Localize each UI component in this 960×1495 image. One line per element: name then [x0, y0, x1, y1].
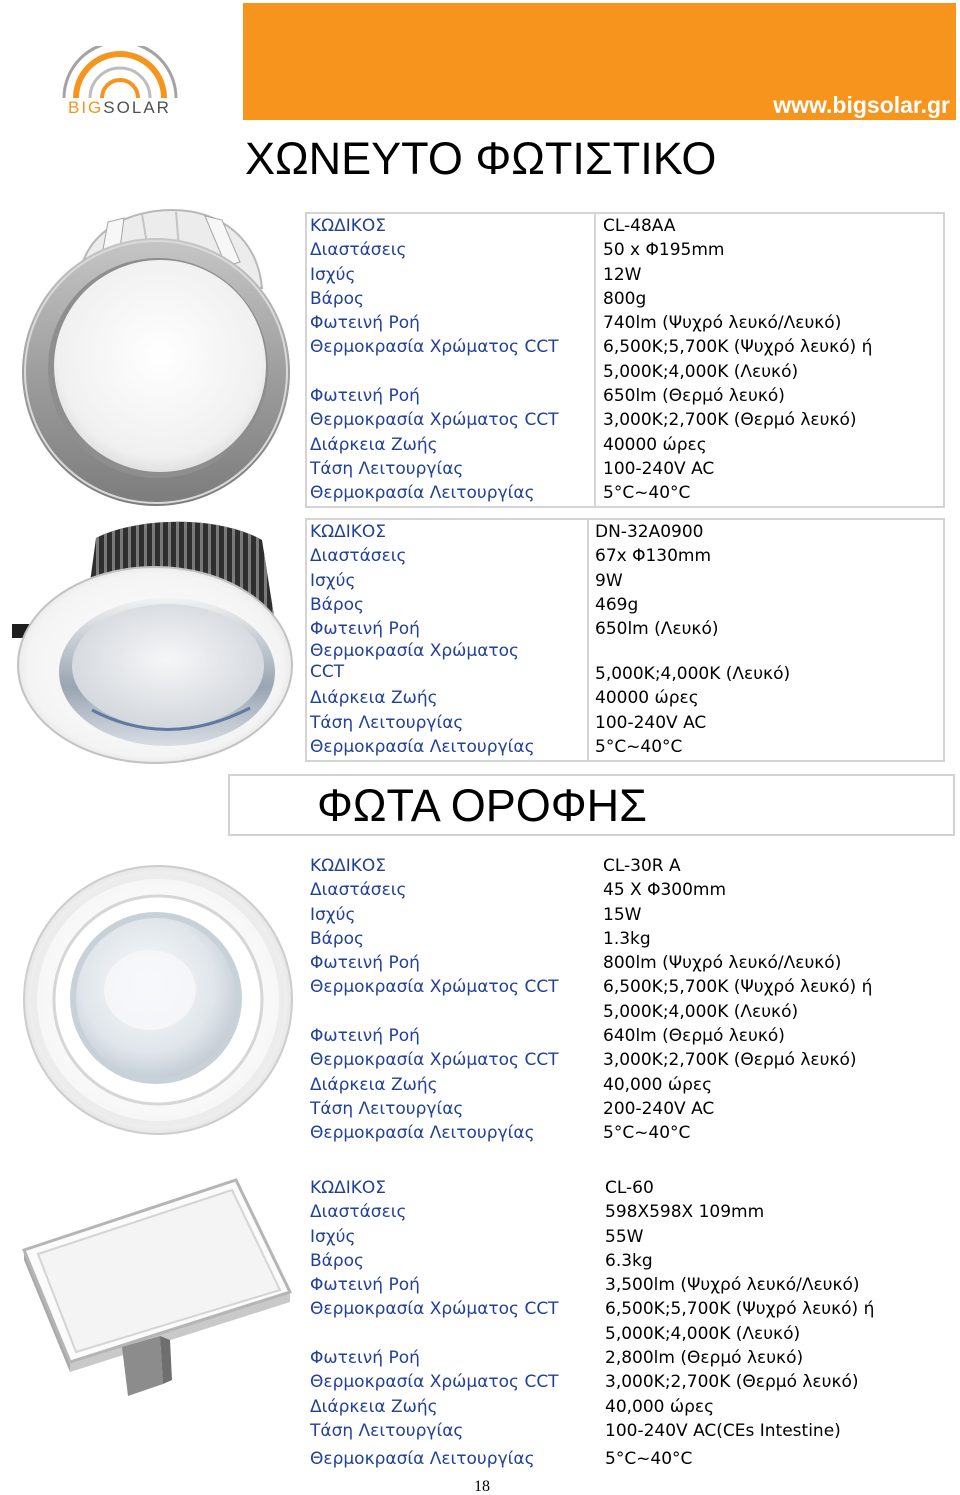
spec-row: [305, 854, 945, 878]
spec-value: 3,000K;2,700K (Θερμό λευκό): [603, 1050, 857, 1071]
spec-label: Διαστάσεις: [310, 240, 407, 261]
spec-row: [305, 1097, 945, 1121]
logo-part-big: BIG: [68, 98, 104, 117]
spec-label: Θερμοκρασία Λειτουργίας: [310, 1449, 535, 1470]
spec-row: [307, 481, 943, 505]
spec-value: 40000 ώρες: [603, 434, 707, 455]
spec-label: ΚΩΔΙΚΟΣ: [310, 1178, 387, 1198]
spec-label: Θερμοκρασία Χρώματος CCT: [310, 1299, 559, 1320]
spec-label: Διαστάσεις: [310, 546, 407, 567]
spec-value: 740lm (Ψυχρό λευκό/Λευκό): [603, 313, 842, 334]
spec-label: Θερμοκρασία Χρώματος CCT: [310, 1372, 559, 1393]
spec-value: 6.3kg: [605, 1250, 653, 1271]
spec-value: 12W: [603, 264, 642, 285]
spec-row: [307, 457, 943, 481]
spec-label: Θερμοκρασία Λειτουργίας: [310, 737, 535, 758]
spec-label: Ισχύς: [310, 570, 356, 591]
spec-row: [307, 263, 943, 287]
spec-row: [305, 1073, 945, 1097]
spec-row: [305, 1200, 945, 1224]
spec-row: [305, 903, 945, 927]
spec-row: [305, 1346, 945, 1370]
spec-row: [305, 1225, 945, 1249]
spec-row: [307, 433, 943, 457]
spec-label: Βάρος: [310, 288, 365, 309]
spec-row: [307, 569, 943, 593]
spec-row: [307, 641, 943, 686]
spec-label: Ισχύς: [310, 264, 356, 285]
spec-label: ΚΩΔΙΚΟΣ: [310, 216, 387, 236]
spec-row: [305, 1447, 945, 1471]
spec-label: Θερμοκρασία Λειτουργίας: [310, 1123, 535, 1144]
spec-row: [305, 1273, 945, 1297]
spec-value: CL-48AA: [603, 216, 676, 236]
product-photo-square-panel: [0, 1172, 300, 1404]
spec-label: Θερμοκρασία Χρώματος CCT: [310, 641, 520, 683]
spec-value: 800g: [603, 288, 647, 309]
spec-row: [307, 735, 943, 759]
spec-row: [305, 1249, 945, 1273]
spec-value: 800lm (Ψυχρό λευκό/Λευκό): [603, 953, 842, 974]
spec-label: ΚΩΔΙΚΟΣ: [310, 856, 387, 876]
spec-label: Φωτεινή Ροή: [310, 1275, 420, 1296]
spec-label: Τάση Λειτουργίας: [310, 1098, 464, 1119]
spec-value: 3,000K;2,700K (Θερμό λευκό): [605, 1372, 859, 1393]
spec-label: Βάρος: [310, 928, 365, 949]
spec-value: 15W: [603, 904, 642, 925]
spec-row: [305, 1121, 945, 1145]
spec-row: [307, 311, 943, 335]
spec-row: [305, 975, 945, 999]
spec-row: [307, 593, 943, 617]
spec-label: Φωτεινή Ροή: [310, 313, 420, 334]
spec-label: Ισχύς: [310, 1226, 356, 1247]
spec-row: [307, 617, 943, 641]
spec-label: Διάρκεια Ζωής: [310, 434, 438, 455]
spec-value: 200-240V AC: [603, 1098, 715, 1119]
spec-row: [307, 384, 943, 408]
spec-table-dn-32a0900: [305, 518, 945, 762]
spec-label: Θερμοκρασία Χρώματος CCT: [310, 337, 559, 358]
spec-label: Διαστάσεις: [310, 1202, 407, 1223]
spec-label: Διαστάσεις: [310, 880, 407, 901]
page-number: 18: [474, 1478, 490, 1495]
spec-value: 67x Φ130mm: [595, 546, 712, 567]
spec-row: [307, 544, 943, 568]
spec-value: 6,500K;5,700K (Ψυχρό λευκό) ή: [605, 1299, 875, 1320]
spec-value: 100-240V AC: [603, 458, 715, 479]
spec-value: 55W: [605, 1226, 644, 1247]
spec-label: Φωτεινή Ροή: [310, 619, 420, 640]
spec-value: 5°C~40°C: [603, 1123, 691, 1144]
spec-value: CL-30R A: [603, 856, 681, 876]
spec-label: Τάση Λειτουργίας: [310, 712, 464, 733]
spec-row: [305, 951, 945, 975]
spec-label: Θερμοκρασία Χρώματος CCT: [310, 977, 559, 998]
spec-label: Διάρκεια Ζωής: [310, 1074, 438, 1095]
spec-row: [305, 927, 945, 951]
spec-table-cl-30r-a: [305, 854, 945, 1146]
spec-value: 1.3kg: [603, 928, 651, 949]
spec-value: 50 x Φ195mm: [603, 240, 725, 261]
section-title-ceiling: ΦΩΤΑ ΟΡΟΦΗΣ: [317, 780, 647, 831]
spec-value: 469g: [595, 594, 639, 615]
spec-label: Βάρος: [310, 1250, 365, 1271]
spec-label: ΚΩΔΙΚΟΣ: [310, 522, 387, 542]
spec-row: [307, 520, 943, 544]
spec-value: DN-32A0900: [595, 522, 704, 542]
spec-row: [307, 360, 943, 384]
spec-label: Διάρκεια Ζωής: [310, 688, 438, 709]
spec-label: Ισχύς: [310, 904, 356, 925]
spec-value: 40000 ώρες: [595, 688, 699, 709]
spec-row: [305, 1322, 945, 1346]
spec-row: [305, 1370, 945, 1394]
spec-label: Βάρος: [310, 594, 365, 615]
spec-row: [305, 1297, 945, 1321]
spec-value: 100-240V AC: [595, 712, 707, 733]
spec-value: 6,500K;5,700K (Ψυχρό λευκό) ή: [603, 977, 873, 998]
spec-row: [305, 1000, 945, 1024]
spec-value: 650lm (Θερμό λευκό): [603, 386, 785, 407]
spec-value: 6,500K;5,700K (Ψυχρό λευκό) ή: [603, 337, 873, 358]
spec-value: 40,000 ώρες: [605, 1396, 715, 1417]
spec-value: 9W: [595, 570, 623, 591]
spec-value: 5°C~40°C: [603, 483, 691, 504]
spec-table-cl-48aa: [305, 212, 945, 508]
spec-value: 100-240V AC(CEs Intestine): [605, 1420, 841, 1441]
section-heading-box: [228, 774, 955, 836]
header-banner: [243, 3, 956, 120]
spec-label: Τάση Λειτουργίας: [310, 458, 464, 479]
spec-label: Φωτεινή Ροή: [310, 1348, 420, 1369]
spec-row: [307, 335, 943, 359]
spec-value: 40,000 ώρες: [603, 1074, 713, 1095]
spec-label: Φωτεινή Ροή: [310, 1026, 420, 1047]
logo-part-solar: SOLAR: [103, 98, 171, 117]
spec-row: [305, 1024, 945, 1048]
sun-logo-icon: [50, 46, 190, 98]
spec-label: Θερμοκρασία Χρώματος CCT: [310, 1050, 559, 1071]
spec-value: 5,000K;4,000K (Λευκό): [605, 1323, 801, 1344]
spec-row: [305, 1395, 945, 1419]
spec-label: Θερμοκρασία Χρώματος CCT: [310, 410, 559, 431]
spec-row: [305, 1176, 945, 1200]
spec-row: [305, 1419, 945, 1443]
spec-row: [307, 711, 943, 735]
brand-logo-text: [68, 98, 171, 118]
spec-value: 3,500lm (Ψυχρό λευκό/Λευκό): [605, 1275, 860, 1296]
spec-label: Φωτεινή Ροή: [310, 386, 420, 407]
spec-value: 5°C~40°C: [605, 1449, 693, 1470]
spec-value: 5°C~40°C: [595, 737, 683, 758]
spec-row: [307, 408, 943, 432]
spec-value: 45 X Φ300mm: [603, 880, 727, 901]
spec-value: 5,000K;4,000K (Λευκό): [603, 1001, 799, 1022]
spec-label: Διάρκεια Ζωής: [310, 1396, 438, 1417]
spec-row: [307, 238, 943, 262]
spec-value: 5,000K;4,000K (Λευκό): [603, 361, 799, 382]
spec-label: Θερμοκρασία Λειτουργίας: [310, 483, 535, 504]
spec-value: 5,000K;4,000K (Λευκό): [595, 664, 791, 685]
spec-value: 598X598X 109mm: [605, 1202, 765, 1223]
spec-value: 2,800lm (Θερμό λευκό): [605, 1348, 804, 1369]
spec-value: 650lm (Λευκό): [595, 619, 719, 640]
spec-table-cl-60: [305, 1176, 945, 1472]
spec-row: [307, 214, 943, 238]
spec-row: [305, 1048, 945, 1072]
spec-label: Φωτεινή Ροή: [310, 953, 420, 974]
website-url: www.bigsolar.gr: [773, 92, 950, 118]
product-photo-round-ceiling-light: [0, 858, 300, 1148]
product-photo-round-downlight: [0, 200, 300, 512]
spec-row: [307, 686, 943, 710]
spec-label: Τάση Λειτουργίας: [310, 1420, 464, 1441]
spec-row: [305, 878, 945, 902]
spec-value: CL-60: [605, 1178, 654, 1198]
spec-value: 640lm (Θερμό λευκό): [603, 1026, 785, 1047]
product-photo-heatsink-downlight: [0, 512, 300, 770]
section-title-recessed: ΧΩΝΕΥΤΟ ΦΩΤΙΣΤΙΚΟ: [245, 133, 717, 184]
spec-value: 3,000K;2,700K (Θερμό λευκό): [603, 410, 857, 431]
spec-row: [307, 287, 943, 311]
